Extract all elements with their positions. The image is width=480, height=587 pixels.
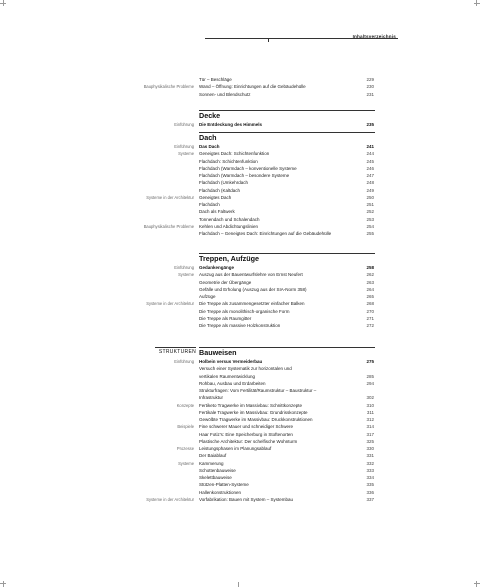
entry-page-number: 258: [366, 265, 374, 270]
entry-category: Konzepte: [176, 402, 194, 408]
entry-title[interactable]: Flachdach (Warmdach – besondere Systeme: [199, 173, 290, 178]
entry-page-number: 334: [366, 475, 374, 480]
entry-category: Bauphysikalische Probleme: [143, 84, 194, 90]
entry-page-number: 294: [366, 380, 374, 386]
entry-title[interactable]: Aufzüge: [199, 294, 216, 299]
entry-title[interactable]: Die Treppe als zusammengesetzter einfacher Balken: [199, 301, 305, 307]
entry-page-number: 253: [366, 216, 374, 222]
entry-page-number: 251: [366, 202, 374, 207]
entry-page-number: 317: [366, 431, 374, 437]
entry-title[interactable]: Fine schwerer Mauer und schneidiger Schwere: [199, 424, 294, 430]
entry-category: Systeme: [178, 272, 194, 278]
entry-page-number: 264: [366, 286, 374, 292]
chapter-title[interactable]: Treppen, Aufzüge: [199, 254, 260, 263]
entry-page-number: 245: [366, 158, 374, 164]
entry-page-number: 312: [366, 417, 374, 422]
entry-title[interactable]: Holbein versus Vermeiderbau: [199, 359, 263, 364]
toc-entry[interactable]: [0, 121, 480, 129]
entry-title[interactable]: Fertikale Tragwerke im Massivbau: Grundrisskonzepte: [199, 409, 308, 415]
entry-page-number: 310: [366, 402, 374, 408]
entry-title[interactable]: Strukturfragen: Vom Fertilität/Raumstruktur – Baustruktur –: [199, 388, 317, 393]
entry-title[interactable]: Stützen-Platten-Systeme: [199, 482, 249, 488]
entry-category: Einführung: [174, 144, 194, 149]
entry-title[interactable]: Die Treppe als monolithisch-organische Form: [199, 308, 290, 314]
entry-title[interactable]: Gedankengänge: [199, 265, 235, 270]
entry-title[interactable]: Flachdach: [199, 202, 220, 207]
entry-page-number: 255: [366, 231, 374, 236]
entry-page-number: 248: [366, 180, 374, 186]
entry-page-number: 244: [366, 151, 374, 157]
entry-title[interactable]: Rohbau, Ausbau und Erdarbeiten: [199, 380, 266, 386]
entry-title[interactable]: Haar Fotiz's: Eine Speicherburg in Stoftenorten: [199, 431, 293, 437]
entry-title[interactable]: Vorfabrikation: Bauen mit System – Systembau: [199, 496, 294, 502]
entry-title[interactable]: Tonnendach und Schalendach: [199, 216, 260, 222]
entry-page-number: 302: [366, 395, 374, 401]
entry-page-number: 235: [366, 122, 374, 127]
entry-category: Systeme in der Architektur: [146, 194, 194, 200]
entry-title[interactable]: Der Baiablauf: [199, 453, 227, 459]
entry-page-number: 254: [366, 223, 374, 229]
entry-title[interactable]: Die Treppe als Raumgitter: [199, 315, 252, 321]
entry-page-number: 249: [366, 187, 374, 193]
entry-title[interactable]: Flachdach (Kaltdach: [199, 187, 241, 193]
entry-page-number: 270: [366, 308, 374, 314]
entry-title[interactable]: Leistungsphasen im Planungsablauf: [199, 446, 272, 451]
entry-title[interactable]: Schottenbauweise: [199, 467, 236, 473]
entry-title[interactable]: Flachdach – Geneigtes Dach: Einrichtungen auf die Gebäudehülle: [199, 231, 332, 236]
entry-title[interactable]: Gefälle und Erholung (Auszug aus der SIA-Norm 358): [199, 286, 307, 292]
entry-page-number: 325: [366, 438, 374, 444]
entry-title[interactable]: Kammerung: [199, 460, 224, 466]
entry-page-number: 331: [366, 453, 374, 459]
entry-page-number: 275: [366, 359, 374, 364]
chapter-title[interactable]: Dach: [199, 133, 217, 142]
entry-page-number: 263: [366, 279, 374, 285]
toc-entry[interactable]: [0, 322, 480, 330]
entry-page-number: 229: [366, 77, 374, 82]
entry-title[interactable]: Wand – Öffnung: Einrichtungen auf die Gebäudehülle: [199, 84, 306, 90]
entry-title[interactable]: Flachdach (Warmdach – konventionelle Systeme: [199, 165, 297, 171]
entry-page-number: 250: [366, 194, 374, 200]
chapter-rule: [199, 110, 375, 111]
entry-category: Einführung: [174, 122, 194, 127]
toc-entry[interactable]: [0, 230, 480, 238]
entry-page-number: 336: [366, 489, 374, 495]
entry-title[interactable]: Infrastruktur: [199, 395, 224, 401]
entry-category: Bauphysikalische Probleme: [143, 223, 194, 229]
entry-page-number: 314: [366, 424, 374, 430]
entry-category: Systeme in der Architektur: [146, 301, 194, 307]
entry-category: Prozesse: [176, 446, 194, 451]
entry-title[interactable]: Flachdach: Schichtenfunktion: [199, 158, 258, 164]
entry-title[interactable]: Skelettbauweise: [199, 475, 232, 480]
chapter-title[interactable]: Bauweisen: [199, 348, 237, 357]
entry-title[interactable]: Das Dach: [199, 144, 220, 149]
entry-title[interactable]: Sonnen- und Blendschutz: [199, 91, 251, 97]
chapter-title[interactable]: Decke: [199, 111, 221, 120]
entry-title[interactable]: Die Entdeckung des Himmels: [199, 122, 263, 127]
entry-page-number: 262: [366, 272, 374, 278]
entry-page-number: 268: [366, 301, 374, 307]
entry-page-number: 335: [366, 482, 374, 488]
entry-title[interactable]: Dach als Faltwerk: [199, 209, 235, 215]
chapter-rule: [199, 132, 375, 133]
entry-title[interactable]: Geometrie der Übergänge: [199, 279, 252, 285]
entry-title[interactable]: Plastische Architektur: Der schelfische Wohnturm: [199, 438, 298, 444]
entry-category: Systeme in der Architektur: [146, 496, 194, 502]
entry-category: Systeme: [178, 151, 194, 157]
toc-entry[interactable]: [0, 496, 480, 504]
entry-title[interactable]: Hallenkonstruktionen: [199, 489, 242, 495]
part-label: STRUKTUREN: [158, 349, 196, 355]
entry-title[interactable]: Kehlen und Abdichtungslinien: [199, 223, 259, 229]
entry-page-number: 337: [366, 496, 374, 502]
entry-title[interactable]: Gewölbte Tragwerke im Massivbau: Druckkonstruktionen: [199, 417, 313, 422]
entry-page-number: 265: [366, 294, 374, 299]
entry-page-number: 271: [366, 315, 374, 321]
entry-category: Einführung: [174, 265, 194, 270]
entry-page-number: 231: [366, 91, 374, 97]
part-rule: [155, 347, 196, 348]
entry-page-number: 246: [366, 165, 374, 171]
entry-title[interactable]: Versuch einer Systematik zur horizontalen und: [199, 366, 292, 372]
entry-page-number: 252: [366, 209, 374, 215]
entry-title[interactable]: Geneigtes Dach: [199, 194, 232, 200]
entry-title[interactable]: Die Treppe als massive Holzkonstruktion: [199, 323, 281, 328]
entry-category: Einführung: [174, 359, 194, 364]
entry-title[interactable]: vertikalen Raumentwicklung: [199, 373, 256, 379]
entry-page-number: 241: [366, 144, 374, 149]
entry-title[interactable]: Fertiketo Tragwerke im Massivbau: Schnittkonzepte: [199, 402, 303, 408]
entry-page-number: 330: [366, 446, 374, 451]
entry-title[interactable]: Geneigtes Dach: Schichtenfunktion: [199, 151, 270, 157]
entry-page-number: 333: [366, 467, 374, 473]
entry-category: Systeme: [178, 460, 194, 466]
entry-page-number: 332: [366, 460, 374, 466]
entry-page-number: 230: [366, 84, 374, 90]
entry-title[interactable]: Flachdach (Umkehrdach: [199, 180, 249, 186]
entry-page-number: 285: [366, 373, 374, 379]
running-header: Inhaltsverzeichnis: [352, 34, 396, 39]
entry-category: Beispiele: [177, 424, 194, 430]
toc-entry[interactable]: [0, 91, 480, 99]
entry-page-number: 311: [366, 409, 374, 415]
entry-title[interactable]: Tür – Beschläge: [199, 77, 232, 82]
entry-page-number: 247: [366, 173, 374, 178]
entry-page-number: 272: [366, 323, 374, 328]
entry-title[interactable]: Auszug aus der Bauentwurfslehre von Ernst Neufert: [199, 272, 303, 278]
